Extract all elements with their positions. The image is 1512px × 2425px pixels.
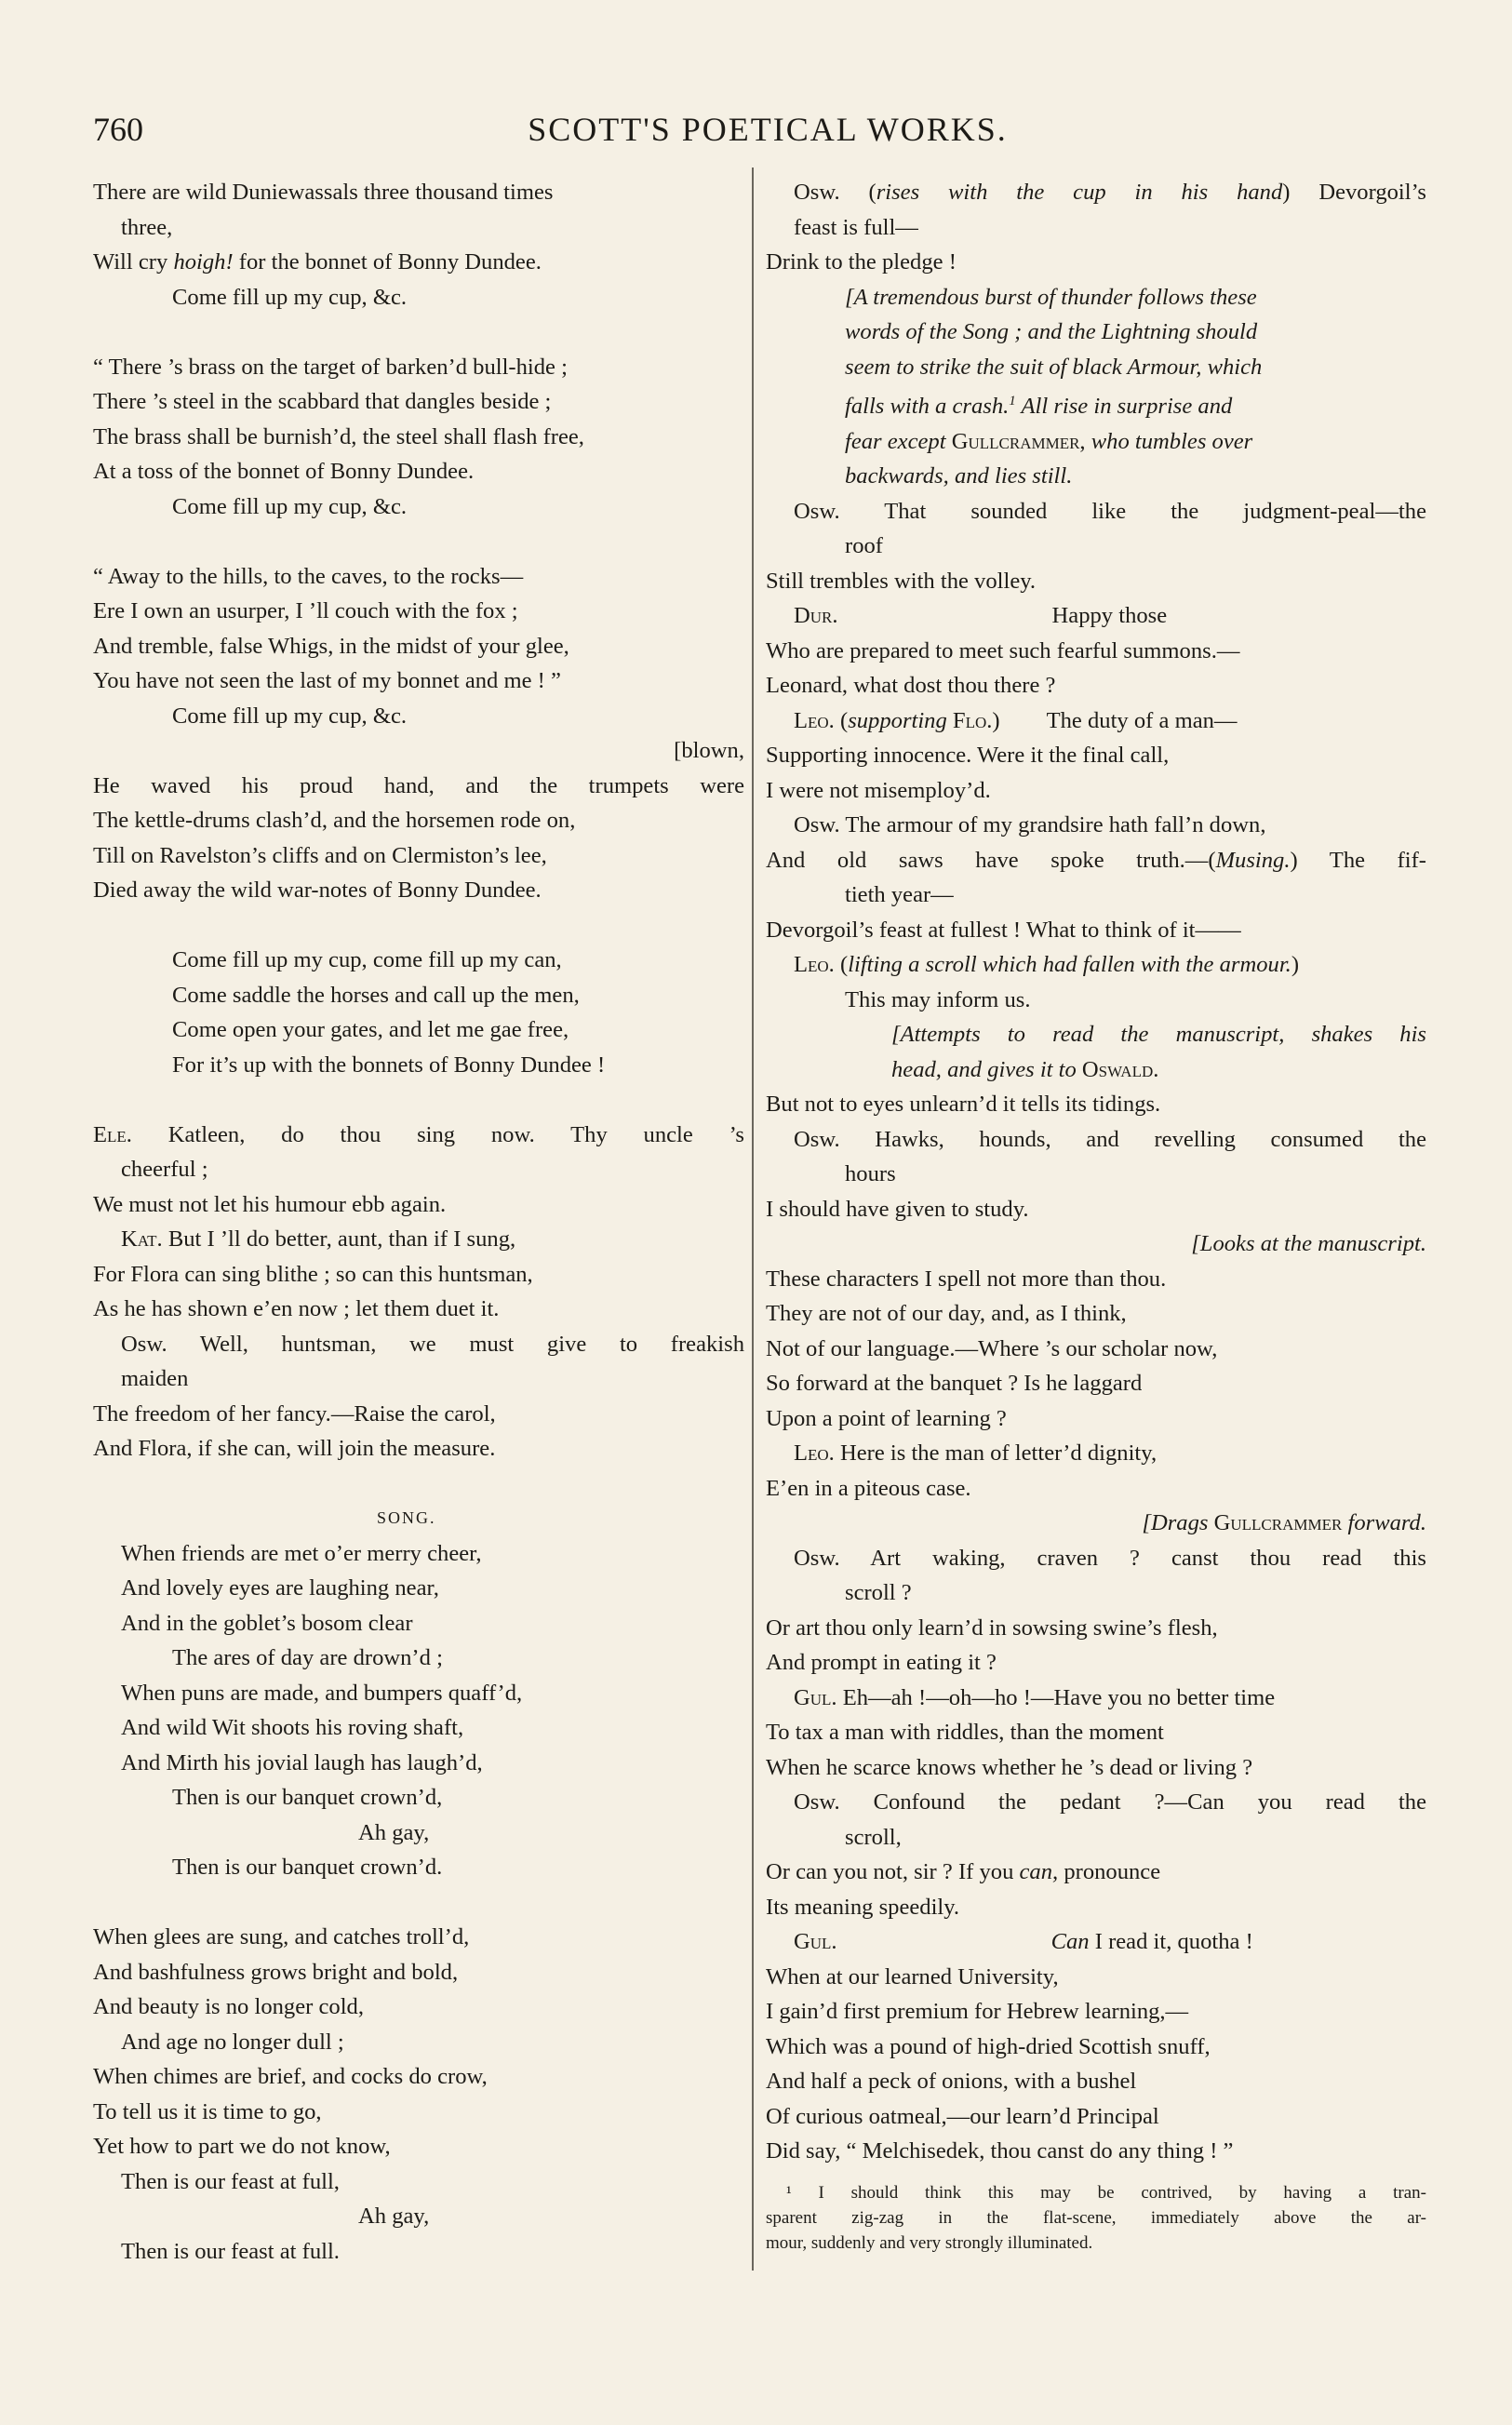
verse-line: There ’s steel in the scabbard that dangles beside ;: [93, 389, 552, 414]
dialogue-line: Who are prepared to meet such fearful summons.—: [766, 637, 1240, 663]
dialogue-line: Gul. Eh—ah !—oh—ho !—Have you no better time: [794, 1684, 1276, 1710]
refrain-line: Come fill up my cup, &c.: [172, 493, 408, 519]
song-line: When chimes are brief, and cocks do crow,: [93, 2064, 488, 2089]
dialogue-line: When he scarce knows whether he ’s dead or living ?: [766, 1754, 1253, 1780]
dialogue-line: cheerful ;: [121, 1157, 208, 1182]
dialogue-line: Devorgoil’s feast at fullest ! What to think of it——: [766, 917, 1241, 943]
verse-line: “ Away to the hills, to the caves, to the rocks—: [93, 563, 524, 589]
page-header: [93, 110, 1442, 156]
verse-line: “ There ’s brass on the target of barken’d bull-hide ;: [93, 354, 568, 380]
verse-line: And tremble, false Whigs, in the midst of your glee,: [93, 633, 569, 659]
dialogue-line: This may inform us.: [845, 986, 1031, 1012]
dialogue-line: Kat. But I ’ll do better, aunt, than if I sung,: [121, 1226, 516, 1252]
song-title: SONG.: [377, 1508, 436, 1527]
dialogue-line: For Flora can sing blithe ; so can this huntsman,: [93, 1261, 533, 1287]
song-line: Then is our banquet crown’d.: [172, 1855, 443, 1880]
dialogue-line: Dur. Happy those: [794, 603, 1168, 629]
dialogue-line: Or art thou only learn’d in sowsing swine’s flesh,: [766, 1614, 1218, 1641]
chorus-line: Come open your gates, and let me gae free,: [172, 1017, 569, 1042]
column-divider: [752, 167, 754, 2271]
dialogue-line: Supporting innocence. Were it the final call,: [766, 743, 1170, 769]
footnote: [766, 2180, 1426, 2256]
dialogue-line: scroll,: [845, 1824, 902, 1850]
song-line: And Mirth his jovial laugh has laugh’d,: [121, 1749, 483, 1775]
dialogue-line: They are not of our day, and, as I think,: [766, 1301, 1127, 1327]
stage-direction: falls with a crash.$^1$ All rise in surprise and: [845, 394, 1233, 420]
dialogue-line: Leo. Here is the man of letter’d dignity,: [794, 1440, 1157, 1467]
left-column: [93, 175, 744, 2269]
dialogue-line: To tax a man with riddles, than the moment: [766, 1720, 1164, 1746]
dialogue-line: So forward at the banquet ? Is he laggard: [766, 1371, 1143, 1397]
dialogue-line: Osw. That sounded like the judgment-peal—the: [794, 498, 1426, 524]
verse-line: The kettle-drums clash’d, and the horsemen rode on,: [93, 808, 576, 833]
song-line: Then is our banquet crown’d,: [172, 1785, 443, 1810]
verse-line: He waved his proud hand, and the trumpets were: [93, 772, 744, 798]
dialogue-line: Not of our language.—Where ’s our scholar now,: [766, 1335, 1218, 1361]
dialogue-line: feast is full—: [794, 214, 918, 240]
song-line: And bashfulness grows bright and bold,: [93, 1959, 459, 1985]
chorus-line: Come fill up my cup, come fill up my can,: [172, 947, 562, 972]
verse-line: Till on Ravelston’s cliffs and on Clermiston’s lee,: [93, 842, 547, 868]
dialogue-line: The freedom of her fancy.—Raise the carol,: [93, 1400, 496, 1427]
verse-line: There are wild Duniewassals three thousand times: [93, 180, 554, 205]
song-line: And beauty is no longer cold,: [93, 1994, 364, 2019]
dialogue-line: And Flora, if she can, will join the measure.: [93, 1436, 496, 1461]
dialogue-line: When at our learned University,: [766, 1963, 1059, 1990]
verse-line: Ere I own an usurper, I ’ll couch with the fox ;: [93, 598, 518, 623]
dialogue-line: I should have given to study.: [766, 1196, 1029, 1222]
dialogue-line: Leo. (supporting Flo.) The duty of a man—: [794, 707, 1238, 733]
dialogue-line: Gul. Can I read it, quotha !: [794, 1929, 1253, 1955]
song-line: Yet how to part we do not know,: [93, 2134, 391, 2159]
footnote-line: mour, suddenly and very strongly illuminated.: [766, 2232, 1093, 2253]
footnote-line: sparent zig-zag in the flat-scene, immediately above the ar-: [766, 2207, 1426, 2228]
dialogue-line: Of curious oatmeal,—our learn’d Principal: [766, 2103, 1159, 2129]
verse-line: You have not seen the last of my bonnet and me ! ”: [93, 668, 561, 693]
song-line: When friends are met o’er merry cheer,: [121, 1540, 482, 1566]
dialogue-line: Osw. Hawks, hounds, and revelling consumed the: [794, 1126, 1426, 1152]
dialogue-line: Which was a pound of high-dried Scottish snuff,: [766, 2033, 1211, 2059]
dialogue-line: And prompt in eating it ?: [766, 1650, 997, 1676]
dialogue-line: Upon a point of learning ?: [766, 1405, 1007, 1431]
verse-line: The brass shall be burnish’d, the steel shall flash free,: [93, 423, 584, 449]
stage-direction: fear except Gullcrammer, who tumbles over: [845, 428, 1253, 454]
stage-direction: backwards, and lies still.: [845, 463, 1073, 489]
dialogue-line: I gain’d first premium for Hebrew learning,—: [766, 1999, 1189, 2025]
dialogue-line: Leonard, what dost thou there ?: [766, 673, 1056, 699]
dialogue-line: scroll ?: [845, 1580, 912, 1606]
verse-line: Will cry hoigh! for the bonnet of Bonny Dundee.: [93, 249, 542, 275]
dialogue-line: Osw. (rises with the cup in his hand) Devorgoil’s: [794, 180, 1426, 205]
dialogue-line: roof: [845, 533, 883, 559]
dialogue-line: As he has shown e’en now ; let them duet it.: [93, 1296, 500, 1321]
dialogue-line: Still trembles with the volley.: [766, 568, 1037, 594]
song-line: And wild Wit shoots his roving shaft,: [121, 1715, 464, 1740]
dialogue-line: Osw. Well, huntsman, we must give to freakish: [121, 1331, 744, 1357]
song-line: And age no longer dull ;: [121, 2029, 344, 2055]
dialogue-line: I were not misemploy’d.: [766, 777, 991, 803]
dialogue-line: We must not let his humour ebb again.: [93, 1191, 447, 1217]
dialogue-line: hours: [845, 1161, 896, 1187]
song-line: When glees are sung, and catches troll’d,: [93, 1924, 470, 1949]
dialogue-line: Or can you not, sir ? If you can, pronounce: [766, 1859, 1161, 1885]
song-line: Then is our feast at full,: [121, 2168, 340, 2194]
dialogue-line: maiden: [121, 1366, 189, 1391]
refrain-line: Come fill up my cup, &c.: [172, 284, 408, 310]
right-column: [766, 175, 1426, 2256]
dialogue-line: Osw. The armour of my grandsire hath fall’n down,: [794, 812, 1266, 838]
song-line: To tell us it is time to go,: [93, 2098, 322, 2124]
song-line: And in the goblet’s bosom clear: [121, 1610, 413, 1636]
dialogue-line: E’en in a piteous case.: [766, 1475, 971, 1501]
dialogue-line: And old saws have spoke truth.—(Musing.) The fif-: [766, 847, 1426, 873]
verse-line: Died away the wild war-notes of Bonny Dundee.: [93, 878, 542, 903]
stage-direction: seem to strike the suit of black Armour, which: [845, 354, 1263, 380]
stage-direction: words of the Song ; and the Lightning should: [845, 319, 1258, 344]
song-line: And lovely eyes are laughing near,: [121, 1575, 439, 1601]
song-line: The ares of day are drown’d ;: [172, 1645, 443, 1670]
chorus-line: For it’s up with the bonnets of Bonny Dundee !: [172, 1052, 606, 1078]
song-line: Then is our feast at full.: [121, 2238, 340, 2264]
dialogue-line: Leo. (lifting a scroll which had fallen with the armour.): [794, 952, 1300, 978]
dialogue-line: tieth year—: [845, 882, 954, 908]
stage-direction: [Drags Gullcrammer forward.: [1142, 1510, 1426, 1536]
footnote-line: ¹ I should think this may be contrived, by having a tran-: [786, 2182, 1426, 2203]
song-line: Ah gay,: [358, 1819, 430, 1845]
verse-line: three,: [121, 214, 173, 240]
dialogue-line: These characters I spell not more than thou.: [766, 1266, 1167, 1292]
verse-line: At a toss of the bonnet of Bonny Dundee.: [93, 459, 475, 484]
dialogue-line: But not to eyes unlearn’d it tells its tidings.: [766, 1092, 1161, 1118]
song-line: When puns are made, and bumpers quaff’d,: [121, 1680, 523, 1706]
stage-direction: head, and gives it to Oswald.: [891, 1056, 1159, 1082]
verse-line: [blown,: [674, 738, 744, 763]
dialogue-line: Drink to the pledge !: [766, 249, 957, 275]
dialogue-line: Osw. Art waking, craven ? canst thou read this: [794, 1545, 1426, 1571]
stage-direction: [Looks at the manuscript.: [1191, 1231, 1426, 1257]
chorus-line: Come saddle the horses and call up the men,: [172, 982, 580, 1008]
dialogue-line: Ele. Katleen, do thou sing now. Thy uncle ’s: [93, 1121, 744, 1147]
page-number: 760: [93, 111, 143, 148]
stage-direction: [Attempts to read the manuscript, shakes his: [891, 1022, 1426, 1048]
stage-direction: [A tremendous burst of thunder follows these: [845, 284, 1257, 310]
dialogue-line: Osw. Confound the pedant ?—Can you read the: [794, 1789, 1426, 1815]
refrain-line: Come fill up my cup, &c.: [172, 703, 408, 729]
dialogue-line: And half a peck of onions, with a bushel: [766, 2069, 1137, 2095]
song-line: Ah gay,: [358, 2204, 430, 2229]
dialogue-line: Did say, “ Melchisedek, thou canst do any thing ! ”: [766, 2138, 1234, 2164]
dialogue-line: Its meaning speedily.: [766, 1894, 960, 1920]
running-head: SCOTT'S POETICAL WORKS.: [528, 111, 1008, 148]
